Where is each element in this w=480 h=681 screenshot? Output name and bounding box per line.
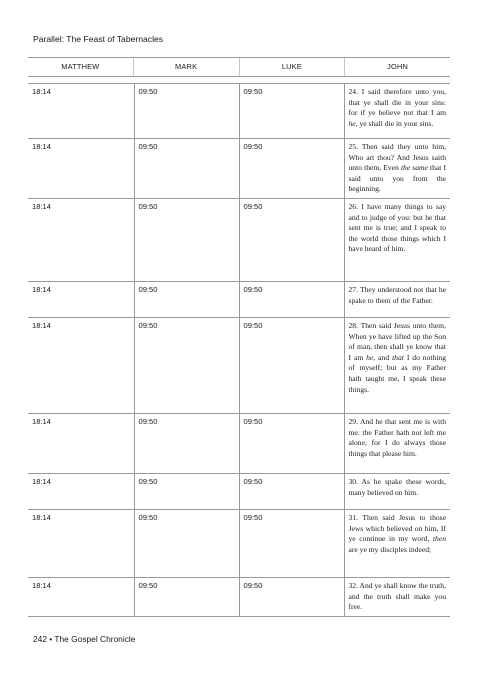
- verse-segment: 29. And he that sent me is with me: the Father hath not left me alone; for I do always those things that please him.: [348, 417, 446, 458]
- verse-segment: 25. Then said they unto him, Who art thou? And Jesus saith unto them, Even: [348, 142, 446, 173]
- ref-luke: 09:50: [239, 282, 344, 318]
- ref-mark: 09:50: [134, 199, 239, 282]
- column-header-luke: LUKE: [239, 58, 345, 76]
- column-header-matthew: MATTHEW: [61, 62, 100, 71]
- ref-matthew: 18:14: [28, 510, 134, 578]
- table-row: [28, 414, 450, 474]
- ref-luke: 09:50: [239, 318, 344, 414]
- verse-segment: 31. Then said Jesus to those Jews which believed on him, If ye continue in my word,: [348, 513, 446, 544]
- ref-mark: 09:50: [134, 474, 239, 510]
- ref-luke: 09:50: [239, 139, 344, 199]
- page-title: Parallel: The Feast of Tabernacles: [33, 34, 164, 44]
- ref-luke: 09:50: [239, 578, 344, 617]
- ref-matthew: 18:14: [28, 318, 134, 414]
- verse-italic: he: [366, 352, 374, 362]
- ref-matthew: 18:14: [28, 414, 134, 474]
- verse-segment: , ye shall die in your sins.: [355, 118, 434, 128]
- verse-italic: the same: [400, 163, 428, 173]
- ref-matthew: 18:14: [28, 139, 134, 199]
- verse-text-john: [344, 139, 450, 199]
- verse-italic: then: [432, 534, 446, 544]
- ref-mark: 09:50: [134, 282, 239, 318]
- ref-luke: 09:50: [239, 414, 344, 474]
- verse-segment: 24. I said therefore unto you, that ye shall die in your sins: for if ye believe not that I am: [348, 87, 446, 118]
- column-headers: [28, 57, 450, 77]
- table-row: [28, 318, 450, 414]
- verse-text-john: [344, 282, 450, 318]
- verse-text-john: [344, 199, 450, 282]
- ref-matthew: 18:14: [28, 282, 134, 318]
- ref-matthew: 18:14: [28, 199, 134, 282]
- ref-matthew: 18:14: [28, 474, 134, 510]
- verse-segment: that I said unto you from the beginning.: [348, 163, 446, 194]
- ref-mark: 09:50: [134, 84, 239, 139]
- verse-segment: are ye my disciples indeed;: [348, 544, 432, 554]
- table-row: [28, 282, 450, 318]
- verse-text-john: [344, 318, 450, 414]
- verse-text-john: [344, 474, 450, 510]
- verse-text-john: [344, 84, 450, 139]
- ref-matthew: 18:14: [28, 578, 134, 617]
- ref-mark: 09:50: [134, 578, 239, 617]
- verse-segment: I do nothing of myself; but as my Father hath taught me, I speak these things.: [348, 352, 446, 394]
- verse-segment: 32. And ye shall know the truth, and the truth shall make you free.: [348, 581, 446, 612]
- table-row: [28, 510, 450, 578]
- ref-mark: 09:50: [134, 139, 239, 199]
- verse-segment: 26. I have many things to say and to judge of you: but he that sent me is true; and I speak to the world those things which I have heard of him.: [348, 202, 446, 254]
- verse-italic: that: [392, 352, 404, 362]
- table-row: [28, 139, 450, 199]
- table-row: [28, 84, 450, 139]
- ref-mark: 09:50: [134, 318, 239, 414]
- ref-luke: 09:50: [239, 510, 344, 578]
- parallel-table: [28, 83, 450, 617]
- verse-text-john: [344, 414, 450, 474]
- verse-segment: 28. Then said Jesus unto them, When ye have lifted up the Son of man, then shall ye know that I am: [348, 321, 446, 362]
- table-row: [28, 578, 450, 617]
- table-row: [28, 199, 450, 282]
- verse-italic: he: [348, 118, 356, 128]
- page-footer: 242 • The Gospel Chronicle: [33, 634, 136, 644]
- verse-text-john: [344, 578, 450, 617]
- table-row: [28, 474, 450, 510]
- verse-segment: 27. They understood not that he spake to them of the Father.: [348, 285, 446, 305]
- ref-luke: 09:50: [239, 199, 344, 282]
- ref-mark: 09:50: [134, 414, 239, 474]
- ref-matthew: 18:14: [28, 84, 134, 139]
- verse-segment: 30. As he spake these words, many believed on him.: [348, 477, 446, 497]
- column-header-mark: MARK: [133, 58, 239, 76]
- ref-mark: 09:50: [134, 510, 239, 578]
- column-header-john: JOHN: [344, 58, 450, 76]
- verse-segment: , and: [373, 352, 393, 362]
- ref-luke: 09:50: [239, 84, 344, 139]
- ref-luke: 09:50: [239, 474, 344, 510]
- verse-text-john: [344, 510, 450, 578]
